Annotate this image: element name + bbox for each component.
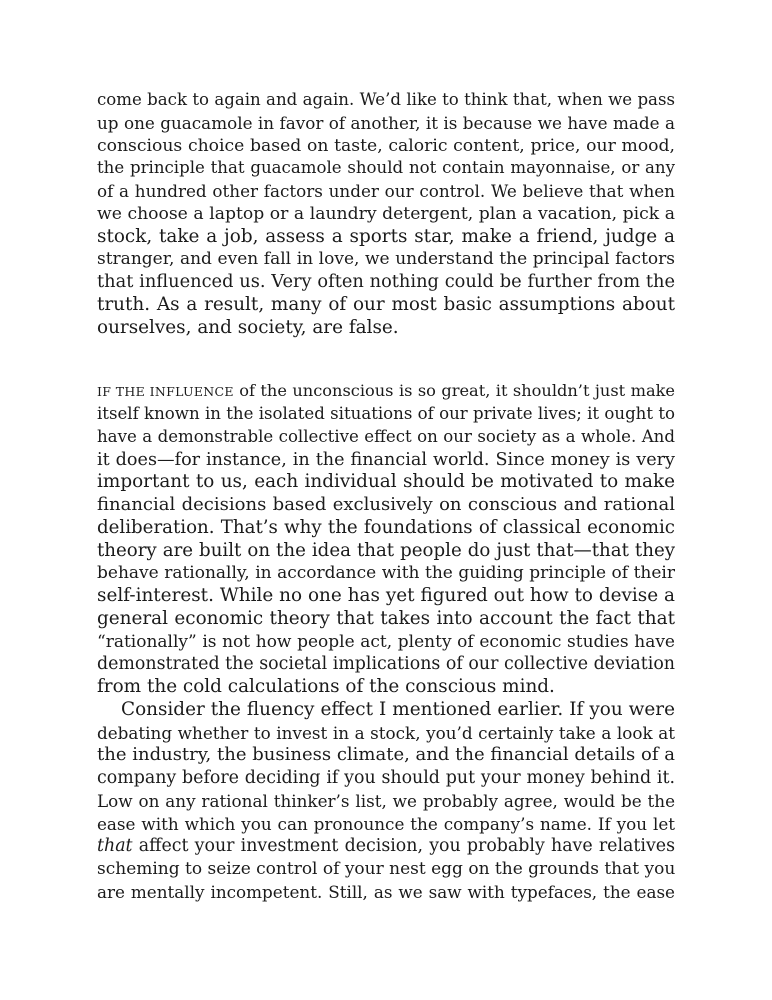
- paragraph-2: [97, 380, 675, 699]
- text-line: self-interest. While no one has yet figured out how to devise a: [97, 585, 675, 606]
- text-line: the industry, the business climate, and the financial details of a: [97, 744, 675, 766]
- text-line: deliberation. That’s why the foundations of classical economic: [97, 516, 675, 538]
- text-line: truth. As a result, many of our most basic assumptions about: [97, 293, 675, 315]
- text-line: come back to again and again. We’d like to think that, when we pass: [97, 90, 675, 109]
- text-line: from the cold calculations of the conscious mind.: [97, 676, 555, 697]
- text-line: financial decisions based exclusively on conscious and rational: [97, 494, 675, 515]
- text-line: Low on any rational thinker’s list, we probably agree, would be the: [97, 790, 675, 811]
- text-line: up one guacamole in favor of another, it is because we have made a: [97, 112, 675, 133]
- text-line: the principle that guacamole should not contain mayonnaise, or any: [97, 158, 675, 178]
- text-line: “rationally” is not how people act, plenty of economic studies have: [97, 631, 675, 652]
- text-line: [97, 380, 675, 403]
- text-line: general economic theory that takes into account the fact that: [97, 607, 675, 629]
- text-line: Consider the fluency effect I mentioned earlier. If you were: [121, 698, 675, 720]
- text-line: demonstrated the societal implications of our collective deviation: [97, 654, 675, 675]
- text-line: itself known in the isolated situations of our private lives; it ought to: [97, 404, 675, 423]
- text-line: we choose a laptop or a laundry detergent, plan a vacation, pick a: [97, 203, 675, 224]
- text-line: [97, 835, 675, 858]
- text-line: it does—for instance, in the financial world. Since money is very: [97, 449, 675, 470]
- text-line: ourselves, and society, are false.: [97, 316, 399, 338]
- text-line: ease with which you can pronounce the company’s name. If you let: [97, 813, 675, 834]
- text-line: of a hundred other factors under our control. We believe that when: [97, 181, 675, 201]
- italic-emphasis: that: [97, 836, 133, 857]
- text-line: important to us, each individual should be motivated to make: [97, 471, 675, 493]
- text-line: that influenced us. Very often nothing could be further from the: [97, 271, 675, 292]
- text-line: theory are built on the idea that people do just that—that they: [97, 539, 675, 561]
- text-line: have a demonstrable collective effect on our society as a whole. And: [97, 426, 675, 446]
- text-line: stock, take a job, assess a sports star, make a friend, judge a: [97, 225, 675, 247]
- text-line: are mentally incompetent. Still, as we saw with typefaces, the ease: [97, 881, 675, 902]
- book-page: [97, 89, 675, 904]
- section-break: [97, 339, 675, 380]
- text-line: conscious choice based on taste, caloric content, price, our mood,: [97, 135, 675, 156]
- paragraph-3: [97, 699, 675, 904]
- paragraph-1: [97, 89, 675, 339]
- text-line: behave rationally, in accordance with the guiding principle of their: [97, 563, 675, 584]
- text-line: company before deciding if you should put your money behind it.: [97, 768, 675, 788]
- text-line: debating whether to invest in a stock, you’d certainly take a look at: [97, 722, 675, 743]
- text-line: scheming to seize control of your nest egg on the grounds that you: [97, 859, 676, 879]
- smallcaps-lead: IF THE INFLUENCE: [97, 384, 234, 400]
- text-line: stranger, and even fall in love, we understand the principal factors: [97, 249, 675, 270]
- first-line-rest: of the unconscious is so great, it shouldn’t just make: [233, 381, 675, 401]
- italic-line-rest: affect your investment decision, you probably have relatives: [132, 836, 675, 857]
